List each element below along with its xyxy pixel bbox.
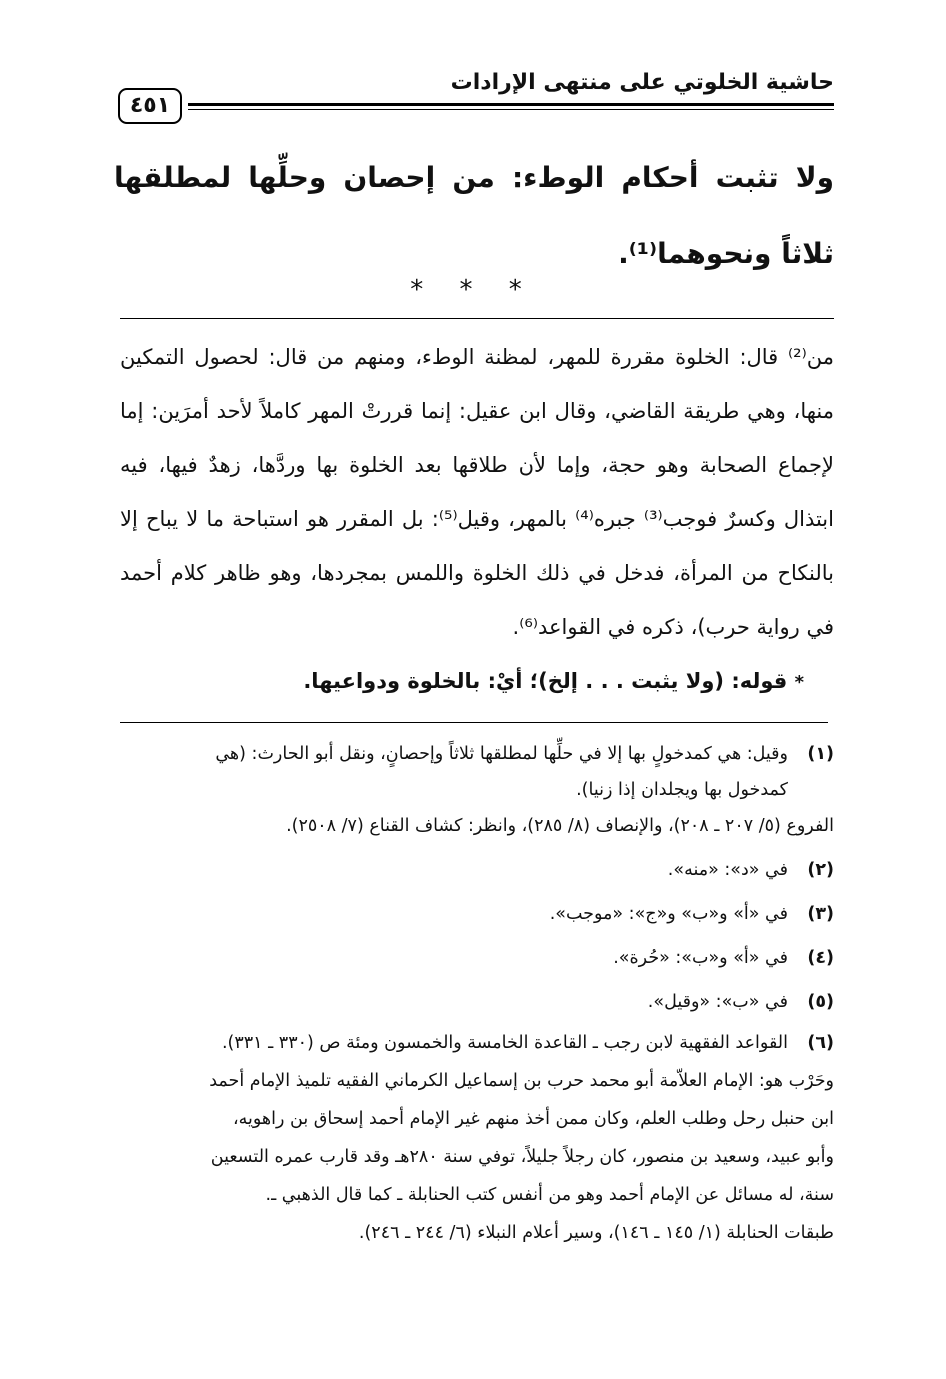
header-rule	[188, 103, 834, 110]
footnote-body	[120, 892, 788, 936]
footnote-line: وأبو عبيد، وسعيد بن منصور، كان رجلاً جليلاً، توفي سنة ٢٨٠هـ وقد قارب عمره التسعين	[210, 1147, 834, 1167]
footnote-body	[120, 848, 788, 892]
main-text: ولا تثبت أحكام الوطء: من إحصان وحلِّها لمطلقها ثلاثاً ونحوهما⁽¹⁾.	[114, 161, 834, 270]
footnote-line: القواعد الفقهية لابن رجب ـ القاعدة الخامسة والخمسون ومئة ص (٣٣٠ ـ ٣٣١).	[221, 1033, 788, 1053]
qawl-bullet: *	[794, 672, 804, 693]
footnote-line: في «ب»: «وقيل».	[647, 992, 788, 1012]
footnote-line: في «أ» و«ب» و«ج»: «موجب».	[549, 904, 788, 924]
commentary	[120, 330, 834, 710]
footnote-line: وقيل: هي كمدخولٍ بها إلا في حلِّها لمطلقها ثلاثاً وإحصانٍ، ونقل أبو الحارث: (هي	[215, 744, 788, 764]
footnote-line: في «أ» و«ب»: «حُرة».	[613, 948, 788, 968]
commentary-paragraph: من⁽²⁾ قال: الخلوة مقررة للمهر، لمظنة الوطء، ومنهم من قال: لحصول التمكين منها، وهي طريقة القاضي، وقال ابن عقيل: إنما قررتْ المهر كاملاً لأحد أمرَين: إما لإجماع الصحابة وهو حجة، وإما لأن طلاقها بعد الخلوة بها وردَّها، زهدٌ فيها، فيه ابتذال وكسرٌ فوجب⁽³⁾ جبره⁽⁴⁾ بالمهر، وقيل⁽⁵⁾: بل المقرر هو استباحة ما لا يباح إلا بالنكاح من المرأة، فدخل في ذلك الخلوة واللمس بمجردها، وهو ظاهر كلام أحمد في رواية حرب)، ذكره في القواعد⁽⁶⁾.	[120, 345, 834, 639]
footnote-number: (٥)	[807, 992, 834, 1012]
footnote	[120, 848, 834, 892]
footnote-number: (١)	[807, 744, 834, 764]
footnote-rule	[120, 722, 828, 723]
footnote-body	[120, 980, 788, 1024]
footnote-number: (٦)	[807, 1033, 834, 1053]
footnote-line: كمدخول بها ويجلدان إذا زنيا).	[576, 780, 788, 800]
footnote-line: في «د»: «منه».	[667, 860, 788, 880]
footnote	[120, 1024, 834, 1252]
footnote-body	[120, 936, 788, 980]
footnote-line: وحَرْب هو: الإمام العلاّمة أبو محمد حرب بن إسماعيل الكرماني الفقيه تلميذ الإمام أحمد	[209, 1071, 834, 1091]
running-title: حاشية الخلوتي على منتهى الإرادات	[450, 70, 834, 95]
footnote-line: سنة، له مسائل عن الإمام أحمد وهو من أنفس كتب الحنابلة ـ كما قال الذهبي ـ.	[265, 1185, 834, 1205]
footnote-number: (٤)	[807, 948, 834, 968]
footnote	[120, 980, 834, 1024]
footnote	[120, 936, 834, 980]
footnote-line: طبقات الحنابلة (١/ ١٤٥ ـ ١٤٦)، وسير أعلام النبلاء (٦/ ٢٤٤ ـ ٢٤٦).	[358, 1223, 834, 1243]
footnote-line: ابن حنبل رحل وطلب العلم، وكان ممن أخذ منهم غير الإمام أحمد إسحاق بن راهويه،	[232, 1109, 834, 1129]
footnote-number: (٣)	[807, 904, 834, 924]
footnote	[120, 736, 834, 844]
qawl-line	[120, 654, 834, 710]
footnote-body	[120, 736, 834, 844]
footnote	[120, 892, 834, 936]
commentary-rule	[120, 318, 834, 319]
footnote-number: (٢)	[807, 860, 834, 880]
footnotes	[120, 736, 834, 1252]
footnote-body	[120, 1024, 834, 1252]
footnote-line: الفروع (٥/ ٢٠٧ ـ ٢٠٨)، والإنصاف (٨/ ٢٨٥)، وانظر: كشاف القناع (٧/ ٢٥٠٨).	[286, 816, 834, 836]
section-separator: * * *	[410, 275, 536, 305]
qawl-text: قوله: (ولا يثبت . . . إلخ)؛ أيْ: بالخلوة ودواعيها.	[303, 669, 788, 693]
page-number: ٤٥١	[118, 88, 182, 124]
